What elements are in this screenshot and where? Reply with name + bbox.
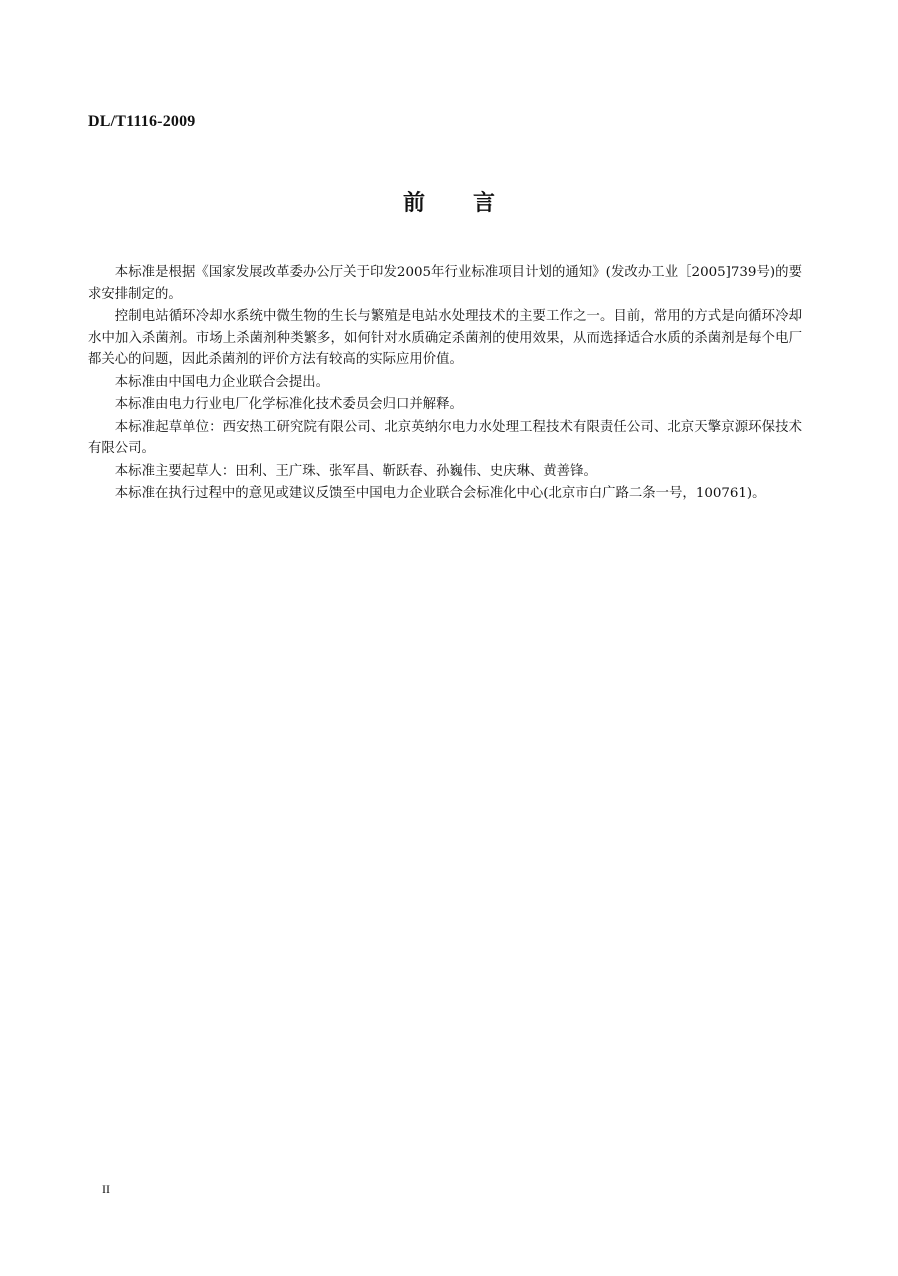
paragraph-basis: 本标准是根据《国家发展改革委办公厅关于印发2005年行业标准项目计划的通知》(发改办工业［2005]739号)的要求安排制定的。	[88, 265, 802, 302]
paragraph-feedback: 本标准在执行过程中的意见或建议反馈至中国电力企业联合会标准化中心(北京市白广路二条一号，100761)。	[114, 486, 766, 501]
page-title: 前言	[402, 191, 543, 216]
paragraph-drafting-units: 本标准起草单位：西安热工研究院有限公司、北京英纳尔电力水处理工程技术有限责任公司、北京天擎京源环保技术有限公司。	[88, 419, 802, 456]
paragraph-committee: 本标准由电力行业电厂化学标准化技术委员会归口并解释。	[114, 397, 463, 412]
paragraph-background: 控制电站循环冷却水系统中微生物的生长与繁殖是电站水处理技术的主要工作之一。目前，常用的方式是向循环冷却水中加入杀菌剂。市场上杀菌剂种类繁多，如何针对水质确定杀菌剂的使用效果，从而选择适合水质的杀菌剂是每个电厂都关心的问题，因此杀菌剂的评价方法有较高的实际应用价值。	[88, 309, 802, 367]
foreword-body	[88, 262, 802, 506]
page-number: II	[102, 1182, 110, 1196]
paragraph-drafters: 本标准主要起草人：田利、王广珠、张军昌、靳跃春、孙巍伟、史庆琳、黄善锋。	[114, 463, 597, 479]
paragraph-proposer: 本标准由中国电力企业联合会提出。	[114, 374, 330, 390]
standard-code: DL/T1116-2009	[88, 113, 196, 130]
